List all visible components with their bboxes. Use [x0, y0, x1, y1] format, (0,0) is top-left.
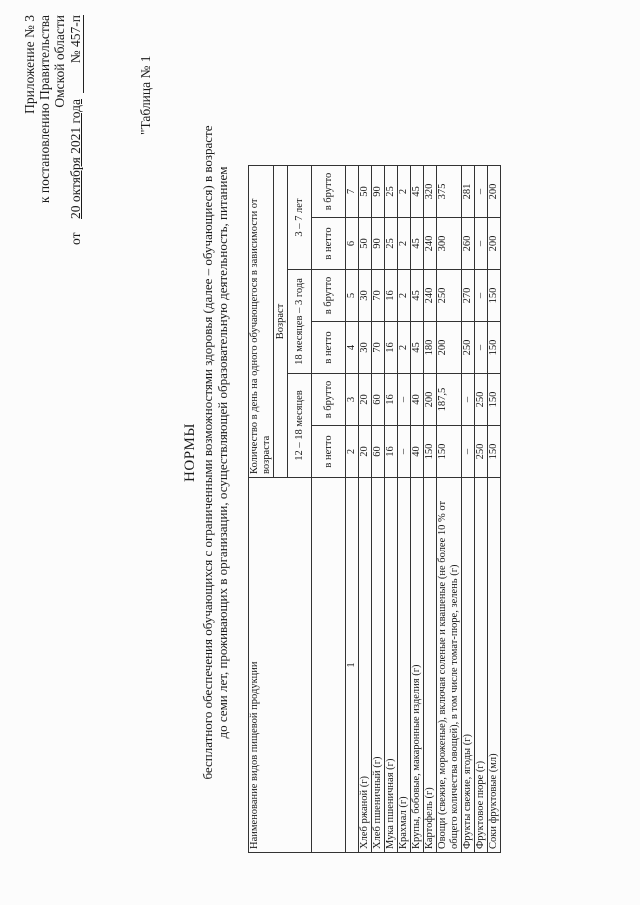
table-row: [462, 166, 475, 853]
norm-value: 70: [372, 322, 385, 374]
norm-value: 45: [411, 166, 424, 218]
age-group-header: 3 – 7 лет: [288, 166, 312, 270]
product-name: Хлеб ржаной (г): [359, 478, 372, 853]
norm-value: 180: [424, 322, 437, 374]
product-name: Соки фруктовые (мл): [488, 478, 501, 853]
norm-value: 270: [462, 270, 475, 322]
norm-value: 150: [437, 426, 462, 478]
norm-value: 25: [385, 166, 398, 218]
norm-value: 90: [372, 218, 385, 270]
norm-value: 30: [359, 322, 372, 374]
product-name: Фруктовое пюре (г): [475, 478, 488, 853]
norm-value: 320: [424, 166, 437, 218]
product-name: Мука пшеничная (г): [385, 478, 398, 853]
norm-value: 70: [372, 270, 385, 322]
age-header: Возраст: [274, 166, 288, 478]
netto-header: в нетто: [312, 322, 346, 374]
column-number: 2: [346, 426, 359, 478]
name-header-spacer: [312, 478, 346, 853]
norm-value: 260: [462, 218, 475, 270]
table-row: [424, 166, 437, 853]
norm-value: 16: [385, 426, 398, 478]
table-row: [437, 166, 462, 853]
norm-value: 281: [462, 166, 475, 218]
resolution-date-line: [68, 15, 84, 245]
norm-value: 200: [437, 322, 462, 374]
norm-value: 2: [398, 322, 411, 374]
column-number: 3: [346, 374, 359, 426]
norm-value: 16: [385, 322, 398, 374]
subtitle-line-2: до семи лет, проживающих в организации, осуществляющей образовательную деятельность, питанием: [215, 166, 230, 739]
brutto-header: в брутто: [312, 166, 346, 218]
norm-value: 30: [359, 270, 372, 322]
age-group-header: 18 месяцев – 3 года: [288, 270, 312, 374]
table-row: [372, 166, 385, 853]
norm-value: 2: [398, 270, 411, 322]
norm-value: 90: [372, 166, 385, 218]
column-number: 7: [346, 166, 359, 218]
norm-value: 187,5: [437, 374, 462, 426]
norm-value: 20: [359, 374, 372, 426]
norm-value: –: [475, 218, 488, 270]
norm-value: 16: [385, 270, 398, 322]
table-row: [411, 166, 424, 853]
norm-value: 45: [411, 218, 424, 270]
norm-value: –: [475, 166, 488, 218]
norm-value: 200: [488, 166, 501, 218]
norm-value: 150: [488, 322, 501, 374]
document-title: НОРМЫ: [182, 423, 198, 482]
norm-value: 2: [398, 218, 411, 270]
product-name-header: Наименование видов пищевой продукции: [249, 478, 312, 853]
table-row: [475, 166, 488, 853]
norm-value: 50: [359, 218, 372, 270]
norm-value: 250: [437, 270, 462, 322]
norm-value: 240: [424, 218, 437, 270]
product-name: Крахмал (г): [398, 478, 411, 853]
norm-value: 45: [411, 322, 424, 374]
product-name: Крупы, бобовые, макаронные изделия (г): [411, 478, 424, 853]
column-number: 1: [346, 478, 359, 853]
norm-value: 2: [398, 166, 411, 218]
norm-value: 50: [359, 166, 372, 218]
norm-value: –: [462, 426, 475, 478]
norm-value: 40: [411, 374, 424, 426]
norm-value: –: [475, 322, 488, 374]
product-name: Хлеб пшеничный (г): [372, 478, 385, 853]
norm-value: 150: [488, 270, 501, 322]
norm-value: 20: [359, 426, 372, 478]
table-row: [385, 166, 398, 853]
norm-value: 375: [437, 166, 462, 218]
norm-value: 150: [488, 374, 501, 426]
resolution-reference: к постановлению Правительства Омской области: [37, 15, 67, 204]
table-row: [359, 166, 372, 853]
table-row: [398, 166, 411, 853]
quantity-header: Количество в день на одного обучающегося в зависимости от возраста: [249, 166, 274, 478]
column-numbering-row: [346, 166, 359, 853]
product-name: Картофель (г): [424, 478, 437, 853]
subtitle-line-1: бесплатного обеспечения обучающихся с ограниченными возможностями здоровья (далее – обучающиеся) в возрасте: [200, 125, 215, 780]
norm-value: 250: [475, 374, 488, 426]
norm-value: –: [398, 426, 411, 478]
table-head: [249, 166, 359, 853]
norm-value: 200: [424, 374, 437, 426]
norm-value: 40: [411, 426, 424, 478]
norm-value: 150: [488, 426, 501, 478]
document-subtitle: [200, 60, 230, 845]
date-prefix: от: [68, 232, 83, 245]
norm-value: 25: [385, 218, 398, 270]
appendix-header: [22, 15, 84, 245]
resolution-date: 20 октября 2021 года: [68, 99, 83, 219]
norm-value: 150: [424, 426, 437, 478]
resolution-number: № 457-п: [68, 15, 84, 93]
norm-value: 250: [475, 426, 488, 478]
norm-value: 60: [372, 374, 385, 426]
norm-value: 200: [488, 218, 501, 270]
norm-value: –: [398, 374, 411, 426]
food-norms-table: [248, 165, 501, 853]
norm-value: 250: [462, 322, 475, 374]
netto-header: в нетто: [312, 426, 346, 478]
netto-header: в нетто: [312, 218, 346, 270]
column-number: 4: [346, 322, 359, 374]
brutto-header: в брутто: [312, 374, 346, 426]
appendix-number: Приложение № 3: [22, 15, 37, 114]
product-name: Фрукты свежие, ягоды (г): [462, 478, 475, 853]
column-number: 5: [346, 270, 359, 322]
norm-value: 300: [437, 218, 462, 270]
table-body: [359, 166, 501, 853]
norm-value: –: [462, 374, 475, 426]
norm-value: –: [475, 270, 488, 322]
norm-value: 45: [411, 270, 424, 322]
column-number: 6: [346, 218, 359, 270]
brutto-header: в брутто: [312, 270, 346, 322]
age-group-header: 12 – 18 месяцев: [288, 374, 312, 478]
norm-value: 240: [424, 270, 437, 322]
table-row: [488, 166, 501, 853]
table-number: "Таблица № 1: [138, 55, 153, 135]
norm-value: 16: [385, 374, 398, 426]
product-name: Овощи (свежие, мороженые), включая соленые и квашеные (не более 10 % от общего количества овощей), в том числе томат-пюре, зелень (г): [437, 478, 462, 853]
norm-value: 60: [372, 426, 385, 478]
